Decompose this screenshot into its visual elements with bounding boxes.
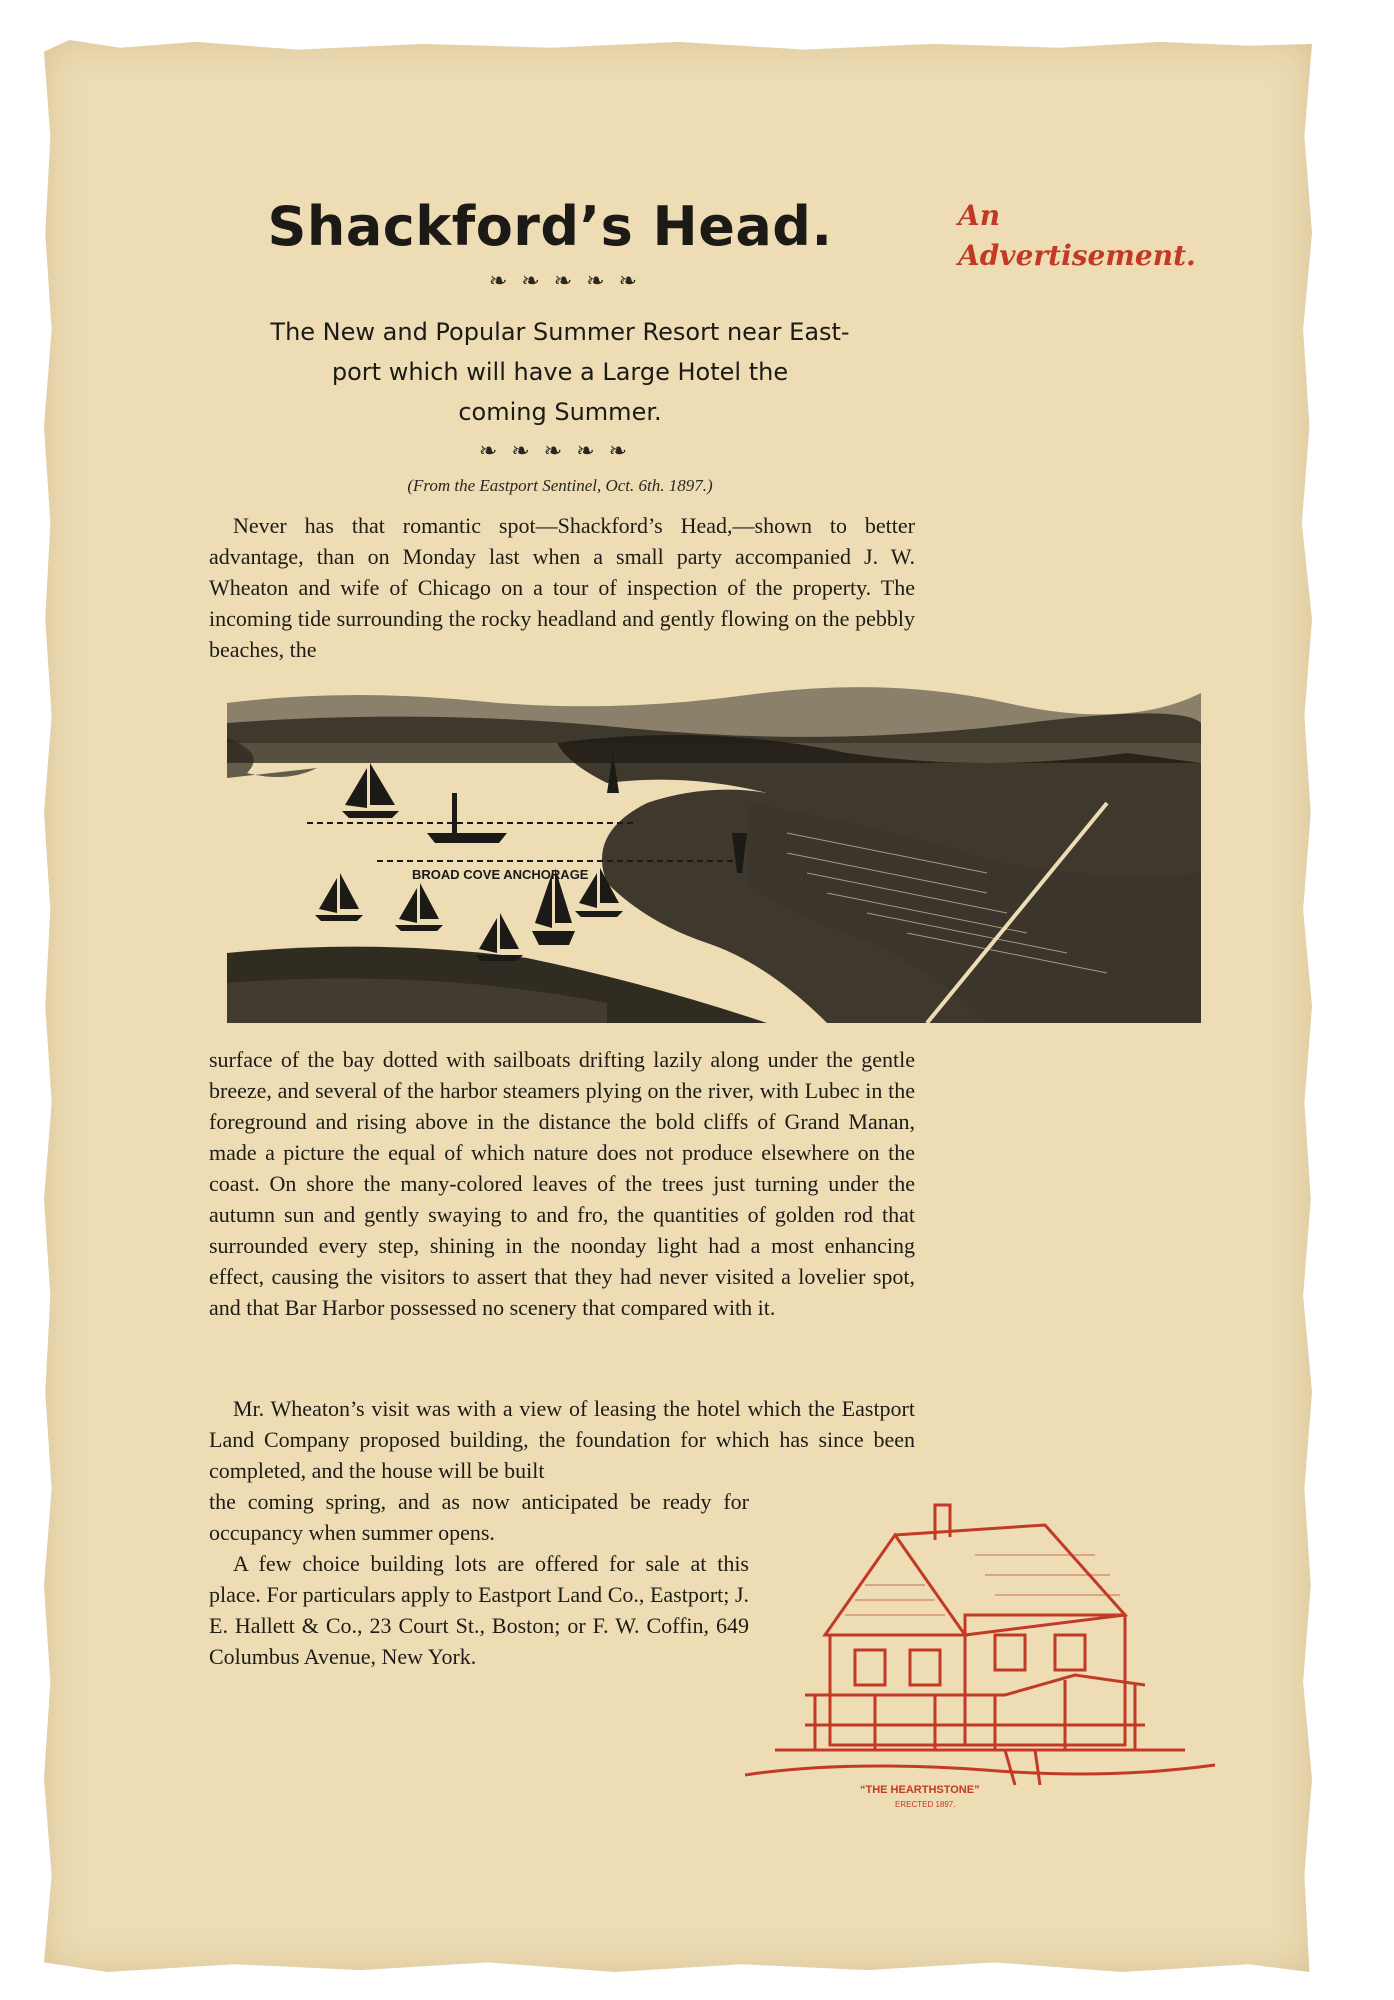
house-wall (830, 1635, 965, 1745)
ornament-row-top: ❧❧❧❧❧ (488, 268, 652, 293)
paragraph-3b: the coming spring, and as now anticipated be ready for occupancy when summer opens. (209, 1489, 749, 1545)
advertisement-label (958, 196, 1218, 276)
subtitle-line-1: The New and Popular Summer Resort near East- (270, 318, 850, 346)
advert-line-2: Advertisement. (958, 239, 1196, 272)
house-subcaption: ERECTED 1897. (895, 1800, 956, 1809)
harbor-illustration (227, 683, 1201, 1023)
paragraph-3a: Mr. Wheaton’s visit was with a view of leasing the hotel which the Eastport Land Company proposed building, the foundation for which has since been completed, and the house will be built (209, 1396, 915, 1483)
page-title: Shackford’s Head. (267, 195, 833, 258)
subtitle-line-2: port which will have a Large Hotel the (331, 358, 789, 386)
paragraph-1: Never has that romantic spot—Shackford’s Head,—shown to better advantage, than on Monday last when a small party accompanied J. W. Wheaton and wife of Chicago on a tour of inspection of the property. The incoming tide surrounding the rocky headland and gently flowing on the pebbly beaches, the (209, 513, 915, 662)
paragraph-2: surface of the bay dotted with sailboats drifting lazily along under the gentle breeze, and several of the harbor steamers plying on the river, with Lubec in the foreground and rising above in the distance the bold cliffs of Grand Manan, made a picture the equal of which nature does not produce elsewhere on the coast. On shore the many-colored leaves of the trees just turning under the autumn sun and gently swaying to and fro, the quantities of golden rod that surrounded every step, shining in the noonday light had a most enhancing effect, causing the visitors to assert that they had never visited a lovelier spot, and that Bar Harbor possessed no scenery that compared with it. (209, 1047, 915, 1320)
subtitle (200, 312, 920, 432)
steamer (427, 793, 507, 843)
sailboat-2 (315, 873, 363, 921)
paragraph-4: A few choice building lots are offered for sale at this place. For particulars apply to Eastport Land Co., Eastport; J. E. Hallett & Co., 23 Court St., Boston; or F. W. Coffin, 649 Columbus Avenue, New York. (209, 1551, 749, 1669)
source-citation: (From the Eastport Sentinel, Oct. 6th. 1897.) (407, 476, 713, 495)
ornament-row-bottom: ❧❧❧❧❧ (478, 438, 642, 463)
hearthstone-house-illustration (745, 1495, 1225, 1815)
house-window (855, 1650, 885, 1685)
house-caption: “THE HEARTHSTONE” (860, 1784, 980, 1796)
sailboat-1 (342, 763, 399, 818)
sailboat-3 (395, 883, 443, 931)
subtitle-line-3: coming Summer. (458, 398, 662, 426)
anchorage-label: BROAD COVE ANCHORAGE (412, 867, 589, 882)
advert-line-1: An (958, 199, 1001, 232)
